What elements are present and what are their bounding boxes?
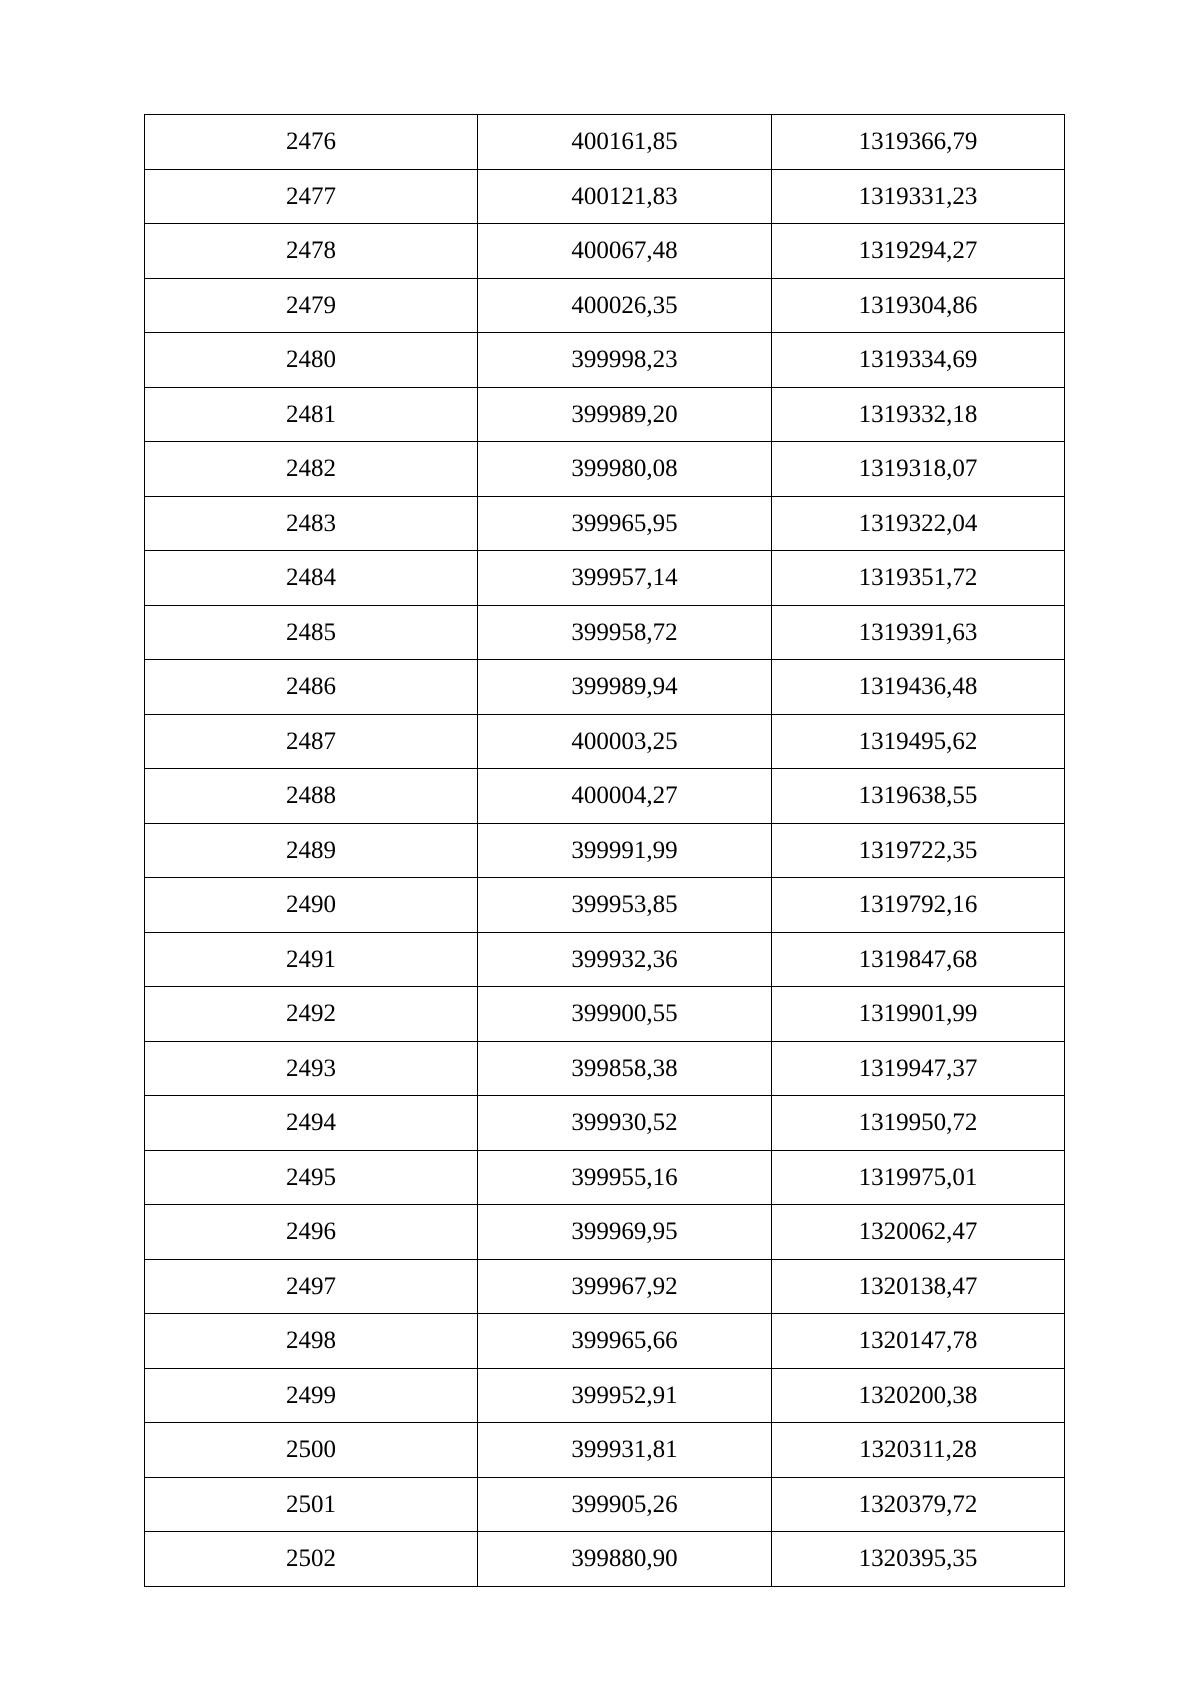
y-coordinate-cell: 1319334,69 [772,333,1065,388]
table-row [145,169,1065,224]
point-number-cell: 2490 [145,878,478,933]
y-coordinate-cell: 1319950,72 [772,1096,1065,1151]
point-number-cell: 2477 [145,169,478,224]
x-coordinate-cell: 399991,99 [478,823,772,878]
point-number-cell: 2495 [145,1150,478,1205]
x-coordinate-cell: 399969,95 [478,1205,772,1260]
x-coordinate-cell: 399965,95 [478,496,772,551]
table-row [145,987,1065,1042]
x-coordinate-cell: 399952,91 [478,1368,772,1423]
x-coordinate-cell: 399989,94 [478,660,772,715]
y-coordinate-cell: 1320147,78 [772,1314,1065,1369]
coordinates-table-body [145,115,1065,1587]
table-row [145,442,1065,497]
y-coordinate-cell: 1319366,79 [772,115,1065,170]
y-coordinate-cell: 1319351,72 [772,551,1065,606]
x-coordinate-cell: 399958,72 [478,605,772,660]
x-coordinate-cell: 399989,20 [478,387,772,442]
point-number-cell: 2481 [145,387,478,442]
table-row [145,932,1065,987]
y-coordinate-cell: 1319847,68 [772,932,1065,987]
point-number-cell: 2483 [145,496,478,551]
x-coordinate-cell: 399967,92 [478,1259,772,1314]
x-coordinate-cell: 400003,25 [478,714,772,769]
x-coordinate-cell: 399955,16 [478,1150,772,1205]
y-coordinate-cell: 1319436,48 [772,660,1065,715]
point-number-cell: 2479 [145,278,478,333]
point-number-cell: 2488 [145,769,478,824]
y-coordinate-cell: 1320379,72 [772,1477,1065,1532]
x-coordinate-cell: 399931,81 [478,1423,772,1478]
x-coordinate-cell: 400004,27 [478,769,772,824]
table-row [145,605,1065,660]
table-row [145,224,1065,279]
point-number-cell: 2478 [145,224,478,279]
table-row [145,714,1065,769]
table-row [145,1368,1065,1423]
table-row [145,1096,1065,1151]
point-number-cell: 2497 [145,1259,478,1314]
y-coordinate-cell: 1319332,18 [772,387,1065,442]
x-coordinate-cell: 400161,85 [478,115,772,170]
point-number-cell: 2492 [145,987,478,1042]
table-row [145,1041,1065,1096]
x-coordinate-cell: 399980,08 [478,442,772,497]
table-row [145,278,1065,333]
x-coordinate-cell: 400026,35 [478,278,772,333]
x-coordinate-cell: 399957,14 [478,551,772,606]
table-row [145,1150,1065,1205]
point-number-cell: 2500 [145,1423,478,1478]
table-row [145,387,1065,442]
y-coordinate-cell: 1319947,37 [772,1041,1065,1096]
x-coordinate-cell: 399998,23 [478,333,772,388]
point-number-cell: 2476 [145,115,478,170]
point-number-cell: 2482 [145,442,478,497]
y-coordinate-cell: 1319294,27 [772,224,1065,279]
point-number-cell: 2486 [145,660,478,715]
table-row [145,496,1065,551]
coordinates-table [144,114,1065,1587]
table-row [145,660,1065,715]
table-row [145,1205,1065,1260]
x-coordinate-cell: 399900,55 [478,987,772,1042]
x-coordinate-cell: 399965,66 [478,1314,772,1369]
y-coordinate-cell: 1319495,62 [772,714,1065,769]
y-coordinate-cell: 1319901,99 [772,987,1065,1042]
y-coordinate-cell: 1319318,07 [772,442,1065,497]
point-number-cell: 2493 [145,1041,478,1096]
y-coordinate-cell: 1319975,01 [772,1150,1065,1205]
x-coordinate-cell: 399858,38 [478,1041,772,1096]
point-number-cell: 2489 [145,823,478,878]
table-row [145,115,1065,170]
x-coordinate-cell: 399905,26 [478,1477,772,1532]
y-coordinate-cell: 1319792,16 [772,878,1065,933]
table-row [145,823,1065,878]
point-number-cell: 2502 [145,1532,478,1587]
point-number-cell: 2484 [145,551,478,606]
point-number-cell: 2491 [145,932,478,987]
point-number-cell: 2501 [145,1477,478,1532]
x-coordinate-cell: 399930,52 [478,1096,772,1151]
y-coordinate-cell: 1319391,63 [772,605,1065,660]
table-row [145,1423,1065,1478]
x-coordinate-cell: 400067,48 [478,224,772,279]
table-row [145,1314,1065,1369]
y-coordinate-cell: 1319331,23 [772,169,1065,224]
x-coordinate-cell: 399953,85 [478,878,772,933]
point-number-cell: 2485 [145,605,478,660]
point-number-cell: 2494 [145,1096,478,1151]
table-row [145,333,1065,388]
table-row [145,1259,1065,1314]
y-coordinate-cell: 1319304,86 [772,278,1065,333]
point-number-cell: 2487 [145,714,478,769]
point-number-cell: 2480 [145,333,478,388]
y-coordinate-cell: 1320062,47 [772,1205,1065,1260]
y-coordinate-cell: 1320138,47 [772,1259,1065,1314]
y-coordinate-cell: 1319638,55 [772,769,1065,824]
point-number-cell: 2496 [145,1205,478,1260]
table-row [145,551,1065,606]
point-number-cell: 2498 [145,1314,478,1369]
table-row [145,878,1065,933]
x-coordinate-cell: 399932,36 [478,932,772,987]
y-coordinate-cell: 1319322,04 [772,496,1065,551]
y-coordinate-cell: 1320311,28 [772,1423,1065,1478]
point-number-cell: 2499 [145,1368,478,1423]
y-coordinate-cell: 1319722,35 [772,823,1065,878]
x-coordinate-cell: 399880,90 [478,1532,772,1587]
y-coordinate-cell: 1320200,38 [772,1368,1065,1423]
table-row [145,1477,1065,1532]
y-coordinate-cell: 1320395,35 [772,1532,1065,1587]
table-row [145,1532,1065,1587]
x-coordinate-cell: 400121,83 [478,169,772,224]
table-row [145,769,1065,824]
